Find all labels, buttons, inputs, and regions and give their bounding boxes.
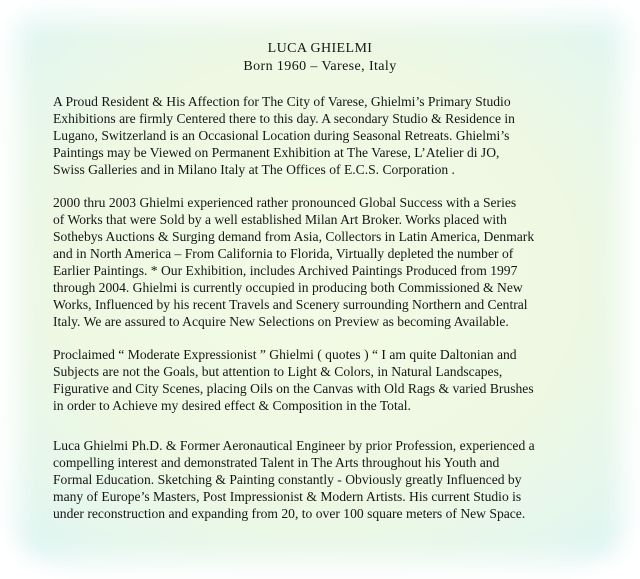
paragraph-line: in order to Achieve my desired effect & Composition in the Total.: [53, 398, 411, 413]
paragraph-line: under reconstruction and expanding from 20, to over 100 square meters of New Space.: [53, 506, 526, 521]
paragraph-line: Subjects are not the Goals, but attention to Light & Colors, in Natural Landscapes,: [53, 364, 503, 379]
artist-name: LUCA GHIELMI: [267, 41, 373, 56]
paragraph-line: Exhibitions are firmly Centered there to this day. A secondary Studio & Residence in: [53, 111, 515, 126]
paragraph-line: Proclaimed “ Moderate Expressionist ” Ghielmi ( quotes ) “ I am quite Daltonian and: [53, 347, 517, 362]
paragraph-line: Paintings may be Viewed on Permanent Exhibition at The Varese, L’Atelier di JO,: [53, 145, 500, 160]
paragraph-line: Formal Education. Sketching & Painting constantly - Obviously greatly Influenced by: [53, 472, 522, 487]
paragraph-line: Lugano, Switzerland is an Occasional Location during Seasonal Retreats. Ghielmi’s: [53, 128, 510, 143]
paragraph-line: Earlier Paintings. * Our Exhibition, includes Archived Paintings Produced from 1997: [53, 263, 518, 278]
paragraph-line: 2000 thru 2003 Ghielmi experienced rather pronounced Global Success with a Series: [53, 195, 517, 210]
paragraph-line: of Works that were Sold by a well established Milan Art Broker. Works placed with: [53, 212, 507, 227]
paragraph-line: Luca Ghielmi Ph.D. & Former Aeronautical Engineer by prior Profession, experienced a: [53, 438, 535, 453]
paragraph-line: compelling interest and demonstrated Talent in The Arts throughout his Youth and: [53, 455, 500, 470]
paragraph-line: through 2004. Ghielmi is currently occupied in producing both Commissioned & New: [53, 280, 523, 295]
paragraph-line: Swiss Galleries and in Milano Italy at The Offices of E.C.S. Corporation .: [53, 162, 455, 177]
paragraph-line: Works, Influenced by his recent Travels and Scenery surrounding Northern and Central: [53, 297, 528, 312]
paragraph-line: A Proud Resident & His Affection for The City of Varese, Ghielmi’s Primary Studio: [53, 94, 511, 109]
paragraph-line: Sothebys Auctions & Surging demand from Asia, Collectors in Latin America, Denmark: [53, 229, 535, 244]
paragraph-line: Italy. We are assured to Acquire New Selections on Preview as becoming Available.: [53, 314, 509, 329]
paragraph-line: and in North America – From California to Florida, Virtually depleted the number of: [53, 246, 514, 261]
paragraph-line: many of Europe’s Masters, Post Impressionist & Modern Artists. His current Studio is: [53, 489, 522, 504]
paragraph-line: Figurative and City Scenes, placing Oils on the Canvas with Old Rags & varied Brushes: [53, 381, 534, 396]
artist-birth-info: Born 1960 – Varese, Italy: [243, 59, 397, 74]
